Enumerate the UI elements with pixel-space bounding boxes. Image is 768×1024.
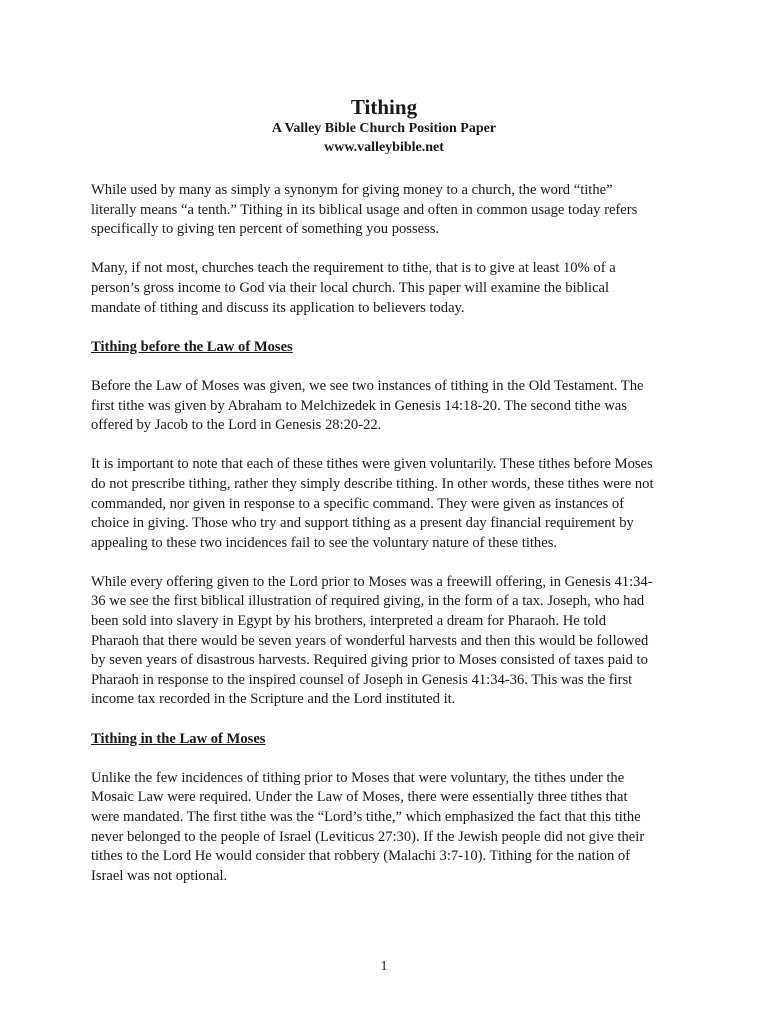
section-heading-in-law: Tithing in the Law of Moses (91, 730, 266, 747)
document-subtitle: A Valley Bible Church Position Paper (271, 121, 497, 136)
page-number: 1 (380, 959, 388, 974)
intro-paragraph-2 (91, 259, 681, 318)
section1-paragraph-3 (91, 573, 681, 710)
text-line: specifically to giving ten percent of something you possess. (91, 221, 440, 238)
text-line: mandate of tithing and discuss its application to believers today. (91, 299, 465, 316)
document-body (91, 181, 681, 906)
intro-paragraph-1 (91, 181, 681, 240)
section1-paragraph-1 (91, 377, 681, 436)
text-line: never belonged to the people of Israel (Leviticus 27:30). If the Jewish people did not give their (91, 828, 645, 845)
text-line: commanded, nor given in response to a specific command. They were given as instances of (91, 495, 625, 512)
text-line: While used by many as simply a synonym for giving money to a church, the word “tithe” (91, 182, 613, 198)
text-line: Mosaic Law were required. Under the Law of Moses, there were essentially three tithes that (91, 789, 628, 806)
document-header (0, 95, 768, 157)
text-line: appealing to these two incidences fail to see the voluntary nature of these tithes. (91, 534, 558, 551)
text-line: income tax recorded in the Scripture and the Lord instituted it. (91, 691, 456, 708)
text-line: Before the Law of Moses was given, we see two instances of tithing in the Old Testament. The (91, 377, 644, 394)
text-line: 36 we see the first biblical illustration of required giving, in the form of a tax. Joseph, who had (91, 593, 645, 610)
text-line: While every offering given to the Lord prior to Moses was a freewill offering, in Genesis 41:34- (91, 573, 653, 590)
text-line: first tithe was given by Abraham to Melchizedek in Genesis 14:18-20. The second tithe was (91, 397, 627, 414)
text-line: literally means “a tenth.” Tithing in its biblical usage and often in common usage today refers (91, 201, 638, 218)
text-line: choice in giving. Those who try and support tithing as a present day financial requirement by (91, 515, 634, 532)
text-line: It is important to note that each of these tithes were given voluntarily. These tithes before Moses (91, 456, 653, 473)
text-line: tithes to the Lord He would consider that robbery (Malachi 3:7-10). Tithing for the nation of (91, 848, 631, 865)
text-line: offered by Jacob to the Lord in Genesis 28:20-22. (91, 417, 382, 434)
text-line: Unlike the few incidences of tithing prior to Moses that were voluntary, the tithes under the (91, 769, 625, 786)
text-line: by seven years of disastrous harvests. Required giving prior to Moses consisted of taxes paid to (91, 652, 648, 669)
section2-paragraph-1 (91, 769, 681, 887)
text-line: Pharaoh that there would be seven years of wonderful harvests and then this would be followed (91, 632, 649, 649)
text-line: Pharaoh in response to the inspired counsel of Joseph in Genesis 41:34-36. This was the first (91, 671, 633, 688)
text-line: been sold into slavery in Egypt by his brothers, interpreted a dream for Pharaoh. He told (91, 613, 607, 630)
text-line: Many, if not most, churches teach the requirement to tithe, that is to give at least 10% of a (91, 260, 616, 277)
text-line: were mandated. The first tithe was the “Lord’s tithe,” which emphasized the fact that this tithe (91, 809, 641, 825)
section-heading-before-law: Tithing before the Law of Moses (91, 338, 293, 355)
section1-paragraph-2 (91, 455, 681, 553)
text-line: person’s gross income to God via their local church. This paper will examine the biblical (91, 279, 610, 296)
document-title: Tithing (350, 95, 418, 119)
text-line: do not prescribe tithing, rather they simply describe tithing. In other words, these tithes were not (91, 475, 654, 492)
website-link[interactable]: www.valleybible.net (324, 140, 444, 155)
text-line: Israel was not optional. (91, 867, 228, 884)
